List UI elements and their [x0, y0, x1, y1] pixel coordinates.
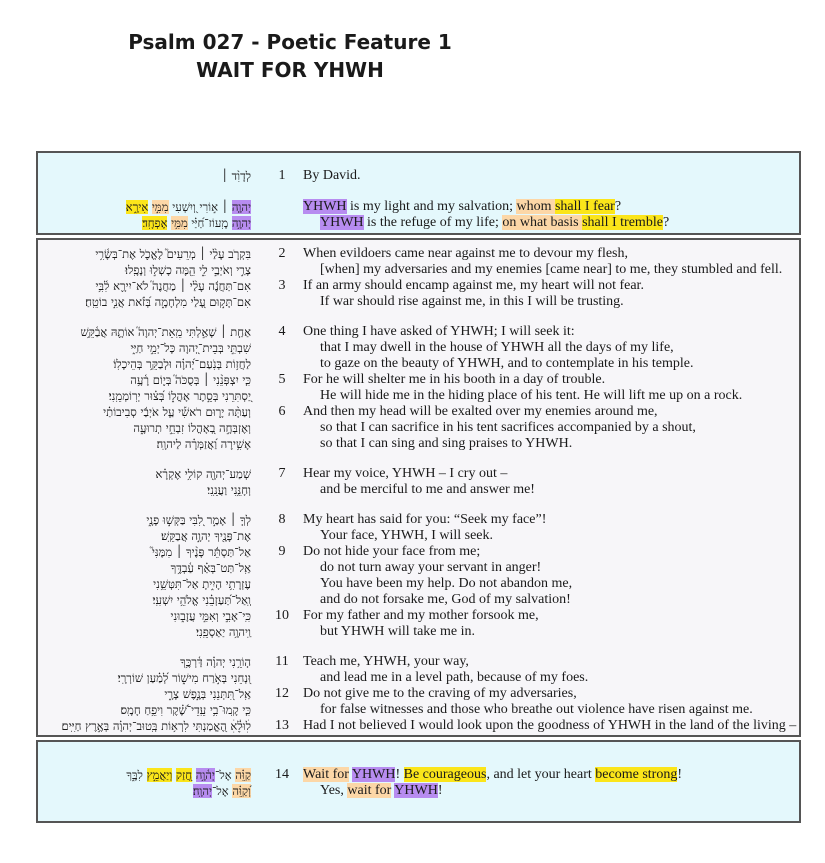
hebrew-text: וְחָנֵּ֥נִי וַעֲנֵֽנִי׃ — [207, 483, 251, 497]
hebrew-text: שְׁמַע־יְהוָ֖ה קוֹלִ֥י אֶקְרָ֗א — [155, 467, 251, 481]
english-text: If war should rise against me, in this I will be trusting. — [320, 294, 624, 309]
text-seg: is the refuge of my life; — [363, 215, 503, 230]
verse-line — [38, 670, 799, 686]
verse-number: 7 — [278, 466, 286, 481]
verse-line — [38, 576, 799, 592]
english-text: Do not hide your face from me; — [303, 544, 481, 559]
page-title: Psalm 027 - Poetic Feature 1 — [128, 30, 452, 54]
hl-verb: אֶפְחָֽד׃ — [142, 216, 168, 230]
hl-verb: וְיַאֲמֵ֣ץ — [146, 768, 173, 782]
english-text: and be merciful to me and answer me! — [320, 482, 535, 497]
text-seg: אֶל־ — [214, 768, 236, 782]
verse-number: 14 — [275, 767, 289, 782]
english-text: to gaze on the beauty of YHWH, and to contemplate in his temple. — [320, 356, 694, 371]
verse-number: 1 — [278, 168, 286, 183]
text-seg: אֶל־ — [212, 784, 233, 798]
english-text: My heart has said for you: “Seek my face”! — [303, 512, 547, 527]
hebrew-text: וְעַתָּ֨ה יָר֪וּם רֹאשִׁ֡י עַ֤ל אֹיְבַ֬י סְבִיבוֹתַ֗י — [103, 405, 251, 419]
verse-number: 11 — [275, 654, 289, 669]
verse-line — [38, 278, 799, 294]
verse-line — [38, 767, 799, 783]
text-seg: ? — [614, 199, 622, 214]
english-text: so that I can sing and sing praises to YHWH. — [320, 436, 573, 451]
english-text: For my father and my mother forsook me, — [303, 608, 539, 623]
english-text: Teach me, YHWH, your way, — [303, 654, 469, 669]
hl-verb: Be courageous — [403, 767, 487, 782]
hebrew-text: אַל־תַּסְתֵּ֬ר פָּנֶ֨יךָ ׀ מִמֶּנִּי֮ — [151, 545, 251, 559]
hebrew-text: בִּקְרֹ֤ב עָלַ֨י ׀ מְרֵעִים֮ לֶאֱכֹ֪ל אֶת־בְּשָׂ֫רִ֥י — [95, 247, 251, 261]
verse-line — [38, 654, 799, 670]
hebrew-text — [126, 767, 251, 783]
english-text — [303, 767, 682, 783]
feature-subtitle: WAIT FOR YHWH — [196, 58, 384, 82]
english-text: You have been my help. Do not abandon me, — [320, 576, 573, 591]
verse-line — [38, 420, 799, 436]
hebrew-text — [126, 199, 251, 215]
text-seg: ! — [677, 767, 682, 782]
verse-box-closing — [36, 740, 801, 823]
english-text: that I may dwell in the house of YHWH all the days of my life, — [320, 340, 674, 355]
hl-yhwh: YHWH — [320, 215, 364, 230]
verse-number: 10 — [275, 608, 289, 623]
hl-verb: shall I tremble — [582, 215, 663, 230]
english-text — [320, 215, 669, 231]
hebrew-text: אָשִׁ֥ירָה וַ֝אֲזַמְּרָ֗ה לַיהוָֽה׃ — [156, 437, 251, 451]
english-text: Do not give me to the craving of my adversaries, — [303, 686, 577, 701]
verse-line — [38, 718, 799, 734]
text-seg: ! — [395, 767, 404, 782]
english-text: By David. — [303, 168, 361, 183]
verse-line — [38, 686, 799, 702]
verse-line — [38, 783, 799, 799]
text-seg: ? — [662, 215, 670, 230]
english-text: [when] my adversaries and my enemies [came near] to me, they stumbled and fell. — [320, 262, 783, 277]
hl-question: מִמִּ֥י — [171, 216, 188, 230]
verse-line — [38, 199, 799, 215]
text-seg: Yes, — [320, 783, 348, 798]
hebrew-text: וּ֭נְחֵנִי בְּאֹ֣רַח מִישׁ֑וֹר לְ֝מַ֗עַן שׁוֹרְרָֽי׃ — [117, 671, 251, 685]
english-text: do not turn away your servant in anger! — [320, 560, 542, 575]
hebrew-text: כִּ֤י קָֽמוּ־בִ֥י עֵֽדֵי־שֶׁ֝֗קֶר וִיפֵ֥חַ חָמָֽס׃ — [120, 703, 251, 717]
hl-yhwh: YHWH — [351, 767, 396, 782]
hebrew-text: לְךָ֤ ׀ אָמַ֣ר לִ֭בִּי בַּקְּשׁ֣וּ פָנָ֑י — [146, 513, 251, 527]
verse-number: 6 — [278, 404, 286, 419]
verse-line — [38, 608, 799, 624]
hebrew-text: עֶזְרָתִ֥י הָיִ֑יתָ אַל־תִּטְּשֵׁ֥נִי — [153, 577, 251, 591]
hebrew-text: יַ֭סְתִּרֵנִי בְּסֵ֣תֶר אָהֳל֑וֹ בְּ֝צ֗וּר יְרֽוֹמְמֵֽנִי׃ — [108, 389, 251, 403]
hebrew-text — [142, 215, 251, 231]
hl-verb: shall I fear — [554, 199, 615, 214]
text-seg: ! — [437, 783, 443, 798]
verse-box-opening — [36, 151, 801, 235]
hebrew-text — [193, 783, 251, 799]
hl-question: מִמִּ֣י — [151, 200, 169, 214]
verse-line — [38, 324, 799, 340]
english-text: and lead me in a level path, because of my foes. — [320, 670, 589, 685]
english-text: When evildoers came near against me to devour my flesh, — [303, 246, 628, 261]
verse-number: 3 — [278, 278, 286, 293]
hebrew-text: אִם־תָּק֣וּם עָ֭לַי מִלְחָמָ֑ה בְּ֝זֹ֗את אֲנִ֣י בוֹטֵֽחַ׃ — [85, 295, 251, 309]
hebrew-text: לׅׄוּלֵׅׄ֗אׅׄ הֶ֭אֱמַנְתִּי לִרְא֥וֹת בְּֽטוּב־יְהוָ֗ה בְּאֶ֣רֶץ חַיִּֽים׃ — [61, 719, 251, 733]
english-text: If an army should encamp against me, my heart will not fear. — [303, 278, 644, 293]
verse-number: 8 — [278, 512, 286, 527]
hebrew-text: שִׁבְתִּ֣י בְּבֵית־יְ֭הוָה כָּל־יְמֵ֣י חַיַּ֑י — [130, 341, 251, 355]
verse-line — [38, 436, 799, 452]
english-text: Your face, YHWH, I will seek. — [320, 528, 494, 543]
english-text: Had I not believed I would look upon the goodness of YHWH in the land of the living – — [303, 718, 797, 733]
hl-yhwh: יְהוָ֥ה — [231, 216, 251, 230]
english-text: for false witnesses and those who breathe out violence have risen against me. — [320, 702, 753, 717]
verse-line — [38, 560, 799, 576]
text-seg: ׀ א֣וֹרִי וְ֭יִשְׁעִי — [168, 200, 232, 214]
verse-line — [38, 528, 799, 544]
english-text: For he will shelter me in his booth in a day of trouble. — [303, 372, 606, 387]
hl-yhwh: YHWH — [303, 199, 347, 214]
verse-line — [38, 372, 799, 388]
hebrew-text: אֶת־פָּנֶ֖יךָ יְהוָ֣ה אֲבַקֵּֽשׁ׃ — [161, 529, 251, 543]
verse-line — [38, 592, 799, 608]
hebrew-text: וְֽאַל־תַּ֝עַזְבֵ֗נִי אֱלֹהֵ֥י יִשְׁעִֽי׃ — [152, 593, 251, 607]
verse-line — [38, 466, 799, 482]
verse-box-body — [36, 238, 801, 737]
verse-line — [38, 482, 799, 498]
english-text: so that I can sacrifice in his tent sacrifices accompanied by a shout, — [320, 420, 696, 435]
english-text: One thing I have asked of YHWH; I will seek it: — [303, 324, 575, 339]
verse-line — [38, 388, 799, 404]
english-text — [303, 199, 621, 215]
hl-wait: wait for — [347, 783, 392, 798]
hebrew-text: ה֤וֹרֵ֥נִי יְהוָ֗ה דַּ֫רְכֶּ֥ךָ — [180, 655, 251, 669]
hebrew-text: וַֽיהוָ֥ה יַאַסְפֵֽנִי׃ — [195, 625, 251, 639]
hebrew-text: כִּ֤י יִצְפְּנֵ֨נִי ׀ בְּסֻכֹּה֮ בְּי֪וֹם רָ֫עָ֥ה — [130, 373, 251, 387]
hl-yhwh: יְהוָ֤ה — [231, 200, 251, 214]
verse-number: 13 — [275, 718, 289, 733]
verse-line — [38, 215, 799, 231]
hl-yhwh: YHWH — [394, 783, 438, 798]
hebrew-text: כִּֽי־אָבִ֣י וְאִמִּ֣י עֲזָב֑וּנִי — [170, 609, 251, 623]
hl-yhwh: יְה֫וָ֥ה — [195, 768, 215, 782]
verse-line — [38, 246, 799, 262]
hebrew-text: אִם־תַּחֲנֶ֬ה עָלַ֨י ׀ מַחֲנֶה֮ לֹא־יִירָ֪א לִ֫בִּ֥י — [95, 279, 251, 293]
verse-line — [38, 702, 799, 718]
hl-wait: קַוֵּ֗ה — [235, 768, 251, 782]
verse-number: 2 — [278, 246, 286, 261]
hebrew-text: אַֽל־תִּ֭תְּנֵנִי בְּנֶ֣פֶשׁ צָרָ֑י — [164, 687, 251, 701]
verse-line — [38, 294, 799, 310]
english-text: Hear my voice, YHWH – I cry out – — [303, 466, 508, 481]
hl-question: whom — [516, 199, 555, 214]
verse-line — [38, 404, 799, 420]
text-seg: לִבֶּ֑ךָ — [126, 768, 147, 782]
hebrew-text: לַחֲז֥וֹת בְּנֹֽעַם־יְ֝הוָ֗ה וּלְבַקֵּ֥ר בְּהֵיכָלֽוֹ׃ — [113, 357, 251, 371]
verse-number: 4 — [278, 324, 286, 339]
verse-line — [38, 262, 799, 278]
hebrew-text: וְאֶזְבְּחָ֣ה בְ֭אָהֳלוֹ זִבְחֵ֣י תְרוּעָ֑ה — [133, 421, 251, 435]
hl-question: on what basis — [502, 215, 583, 230]
text-seg: is my light and my salvation; — [346, 199, 517, 214]
hebrew-text: צָרַ֣י וְאֹיְבַ֣י לִ֑י הֵ֖מָּה כָשְׁל֣וּ וְנָפָֽלוּ׃ — [125, 263, 251, 277]
verse-line — [38, 624, 799, 640]
hl-verb: become strong — [595, 767, 678, 782]
hebrew-text: אַחַ֤ת ׀ שָׁאַ֣לְתִּי מֵֽאֵת־יְהוָה֮ אוֹתָ֪הּ אֲבַ֫קֵּ֥שׁ — [80, 325, 251, 339]
english-text — [320, 783, 443, 799]
verse-line — [38, 168, 799, 184]
english-text: He will hide me in the hiding place of his tent. He will lift me up on a rock. — [320, 388, 743, 403]
hebrew-text: אַֽל־תַּט־בְּאַ֗ף עַ֫בְדֶּ֥ךָ — [170, 561, 251, 575]
verse-line — [38, 512, 799, 528]
hl-verb: חֲ֭זַק — [175, 768, 193, 782]
verse-line — [38, 356, 799, 372]
hl-verb: אִירָ֑א — [125, 200, 149, 214]
hebrew-text: לְדָוִ֨ד ׀ — [221, 169, 251, 183]
verse-number: 9 — [278, 544, 286, 559]
verse-number: 5 — [278, 372, 286, 387]
hl-yhwh: יְהוָֽה׃ — [192, 784, 212, 798]
hl-wait: Wait for — [303, 767, 349, 782]
text-seg: , and let your heart — [486, 767, 596, 782]
english-text: and do not forsake me, God of my salvation! — [320, 592, 571, 607]
text-seg: מָֽעוֹז־חַ֝יַּ֗י — [187, 216, 232, 230]
english-text: And then my head will be exalted over my enemies around me, — [303, 404, 658, 419]
verse-line — [38, 544, 799, 560]
english-text: but YHWH will take me in. — [320, 624, 476, 639]
verse-number: 12 — [275, 686, 289, 701]
verse-line — [38, 340, 799, 356]
hl-wait: וְ֝קַוֵּ֗ה — [232, 784, 251, 798]
